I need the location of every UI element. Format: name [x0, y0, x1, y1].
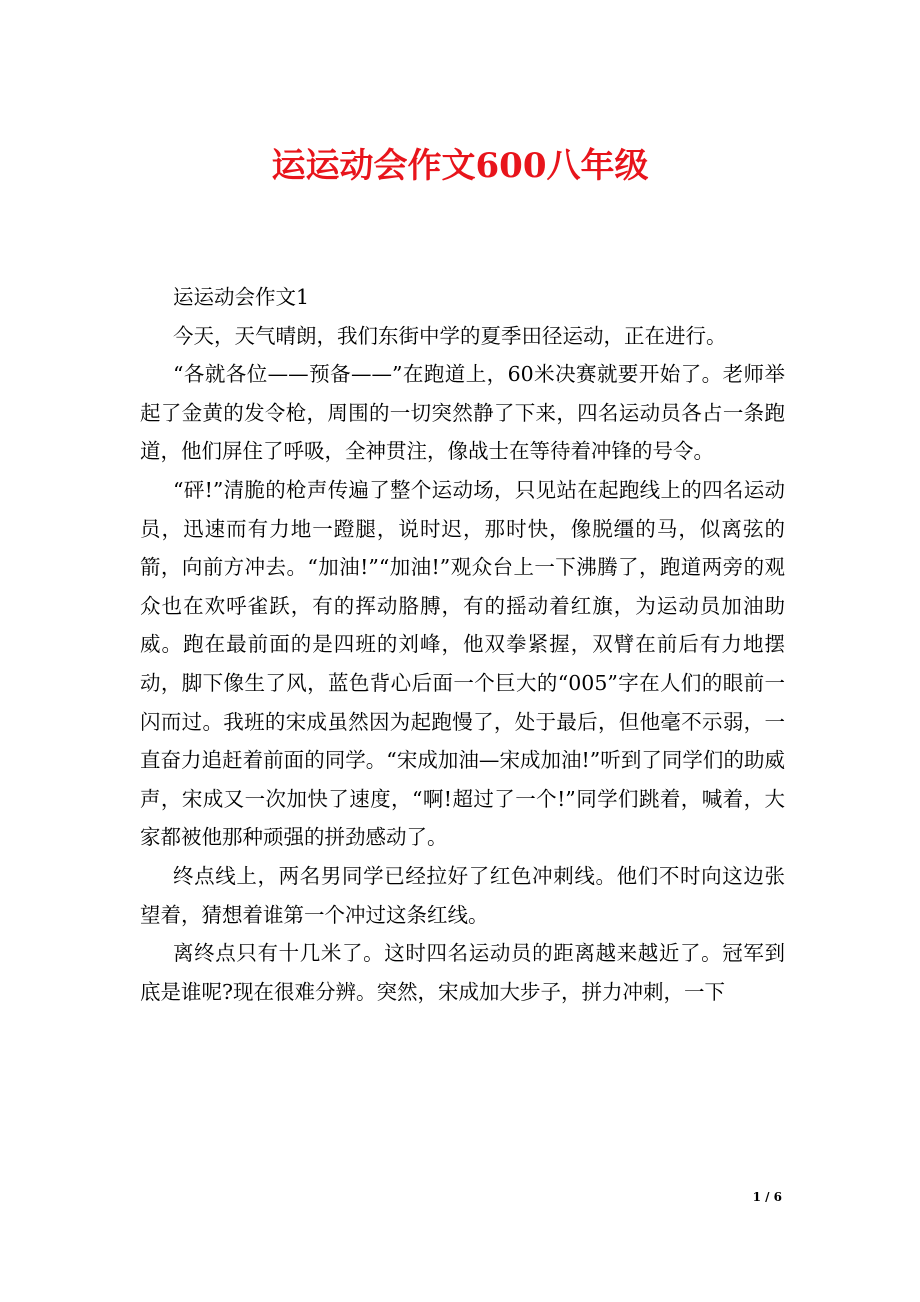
paragraph-4: 终点线上，两名男同学已经拉好了红色冲刺线。他们不时向这边张望着，猜想着谁第一个冲过这条红线。	[140, 863, 785, 927]
paragraph-3: “砰!”清脆的枪声传遍了整个运动场，只见站在起跑线上的四名运动员，迅速而有力地一蹬腿，说时迟，那时快，像脱缰的马，似离弦的箭，向前方冲去。“加油!”“加油!”观众台上一下沸腾了，跑道两旁的观众也在欢呼雀跃，有的挥动胳膊，有的摇动着红旗，为运动员加油助威。跑在最前面的是四班的刘峰，他双拳紧握，双臂在前后有力地摆动，脚下像生了风，蓝色背心后面一个巨大的“005”字在人们的眼前一闪而过。我班的宋成虽然因为起跑慢了，处于最后，但他毫不示弱，一直奋力追赶着前面的同学。“宋成加油—宋成加油!”听到了同学们的助威声，宋成又一次加快了速度，“啊!超过了一个!”同学们跳着，喊着，大家都被他那种顽强的拼劲感动了。	[140, 477, 785, 850]
document-title: 运运动会作文600八年级	[271, 146, 649, 186]
document-body	[140, 278, 785, 1011]
section-heading: 运运动会作文1	[173, 285, 310, 309]
paragraph-5: 离终点只有十几米了。这时四名运动员的距离越来越近了。冠军到底是谁呢?现在很难分辨。突然，宋成加大步子，拼力冲刺，一下	[140, 941, 785, 1004]
paragraph-2: “各就各位——预备——”在跑道上，60米决赛就要开始了。老师举起了金黄的发令枪，周围的一切突然静了下来，四名运动员各占一条跑道，他们屏住了呼吸，全神贯注，像战士在等待着冲锋的号令。	[140, 362, 785, 464]
paragraph-1: 今天，天气晴朗，我们东街中学的夏季田径运动，正在进行。	[173, 323, 727, 348]
page-number: 1 / 6	[752, 1190, 782, 1204]
